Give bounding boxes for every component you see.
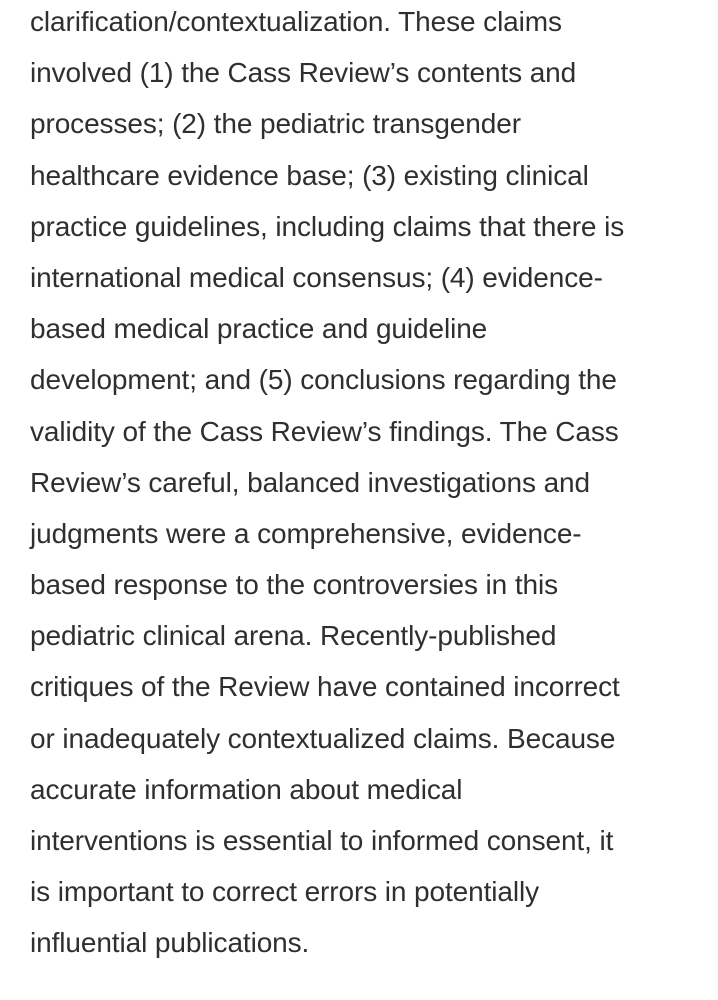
paragraph-line: influential publications. [30,927,310,959]
paragraph-line: or inadequately contextualized claims. Because [30,722,616,754]
paragraph-line: Review’s careful, balanced investigations and [30,466,590,498]
paragraph-line: practice guidelines, including claims that there is [30,210,625,242]
paragraph-line: international medical consensus; (4) evidence- [30,261,603,293]
paragraph-line: processes; (2) the pediatric transgender [30,108,521,140]
paragraph-line: validity of the Cass Review’s findings. The Cass [30,415,619,447]
paragraph-line: is important to correct errors in potentially [30,876,540,908]
paragraph-line: accurate information about medical [30,773,463,805]
paragraph-line: judgments were a comprehensive, evidence- [30,517,582,549]
paragraph-line: clarification/contextualization. These claims [30,6,562,37]
paragraph-line: healthcare evidence base; (3) existing clinical [30,159,589,191]
paragraph-line: involved (1) the Cass Review’s contents and [30,57,577,89]
paragraph-line: based response to the controversies in this [30,569,559,601]
paragraph-line: pediatric clinical arena. Recently-published [30,620,557,652]
paragraph-line: critiques of the Review have contained incorrect [30,671,620,703]
paragraph-line: interventions is essential to informed consent, it [30,825,614,856]
paragraph-line: based medical practice and guideline [30,313,488,345]
paragraph-line: development; and (5) conclusions regarding the [30,364,617,396]
